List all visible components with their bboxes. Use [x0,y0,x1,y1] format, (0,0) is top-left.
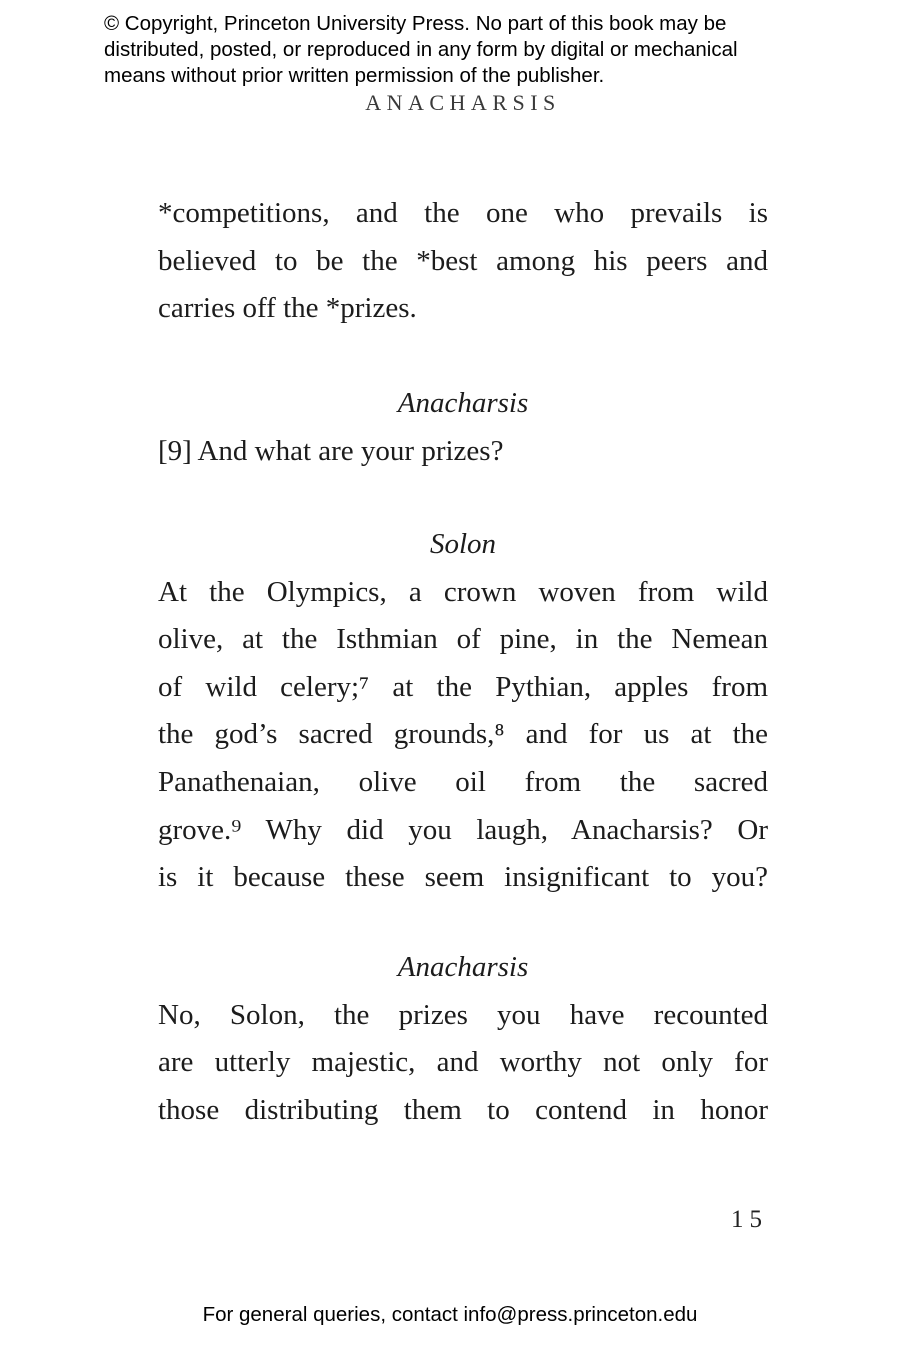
dialogue-block-anacharsis-2 [158,944,768,1134]
copyright-notice [104,11,824,89]
dialogue-block-anacharsis [158,380,768,475]
text-line: the god’s sacred grounds,⁸ and for us at the [158,718,768,751]
text-line: grove.⁹ Why did you laugh, Anacharsis? Or [158,813,768,846]
text-line: are utterly majestic, and worthy not only for [158,1046,768,1079]
dialogue-block-solon [158,521,768,902]
speaker-name: Anacharsis [397,387,529,419]
page-number: 15 [731,1206,768,1233]
text-line: *competitions, and the one who prevails is [158,197,768,229]
text-line: of wild celery;⁷ at the Pythian, apples from [158,670,768,703]
text-line: carries off the *prizes. [158,292,417,325]
dialogue-block-continuation [158,190,768,333]
copyright-line: © Copyright, Princeton University Press. No part of this book may be [104,12,727,35]
text-line: Panathenaian, olive oil from the sacred [158,765,768,798]
text-line: believed to be the *best among his peers and [158,244,768,277]
copyright-line: distributed, posted, or reproduced in any form by digital or mechanical [104,38,738,61]
text-line: At the Olympics, a crown woven from wild [158,575,768,608]
text-line: those distributing them to contend in honor [158,1093,768,1126]
footer-queries-note: For general queries, contact info@press.princeton.edu [202,1303,698,1326]
speaker-name: Solon [429,528,497,560]
text-line: is it because these seem insignificant to you? [158,861,768,894]
running-head: ANACHARSIS [365,90,561,115]
speaker-name: Anacharsis [397,951,529,983]
text-line: [9] And what are your prizes? [158,434,504,467]
text-line: olive, at the Isthmian of pine, in the Nemean [158,623,768,656]
text-line: No, Solon, the prizes you have recounted [158,998,768,1031]
copyright-line: means without prior written permission of the publisher. [104,64,605,87]
